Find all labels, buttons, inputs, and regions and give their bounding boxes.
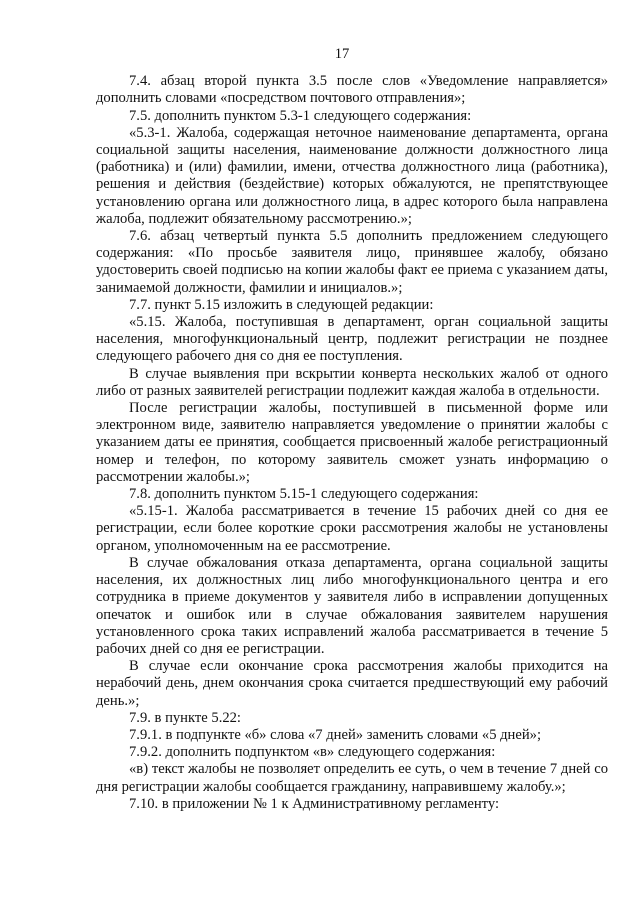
paragraph-5-15-envelope: В случае выявления при вскрытии конверта нескольких жалоб от одного либо от разных заявителей регистрации подлежит каждая жалоба в отдельности.: [96, 365, 608, 399]
paragraph-7-9: 7.9. в пункте 5.22:: [129, 709, 241, 726]
page-number: 17: [334, 46, 350, 62]
paragraph-5-15-notification: После регистрации жалобы, поступившей в письменной форме или электронном виде, заявителю направляется уведомление о принятии жалобы с указанием даты ее принятия, сообщается присвоенный жалобе регистрационный номер и телефон, по которому заявитель сможет узнать информацию о рассмотрении жалобы.»;: [96, 400, 608, 485]
paragraph-7-7: 7.7. пункт 5.15 изложить в следующей редакции:: [129, 296, 434, 313]
paragraph-7-9-2: 7.9.2. дополнить подпунктом «в» следующего содержания:: [129, 744, 496, 761]
paragraph-7-5: 7.5. дополнить пунктом 5.3-1 следующего содержания:: [129, 107, 472, 124]
paragraph-5-15-1-refusal: В случае обжалования отказа департамента, органа социальной защиты населения, их должностных лиц либо многофункционального центра и его сотрудника в приеме документов у заявителя либо в исправлении допущенных опечаток и ошибок или в случае обжалования заявителем нарушения установленного срока таких исправлений жалоба рассматривается в течение 5 рабочих дней со дня ее регистрации.: [96, 554, 608, 657]
paragraph-7-10: 7.10. в приложении № 1 к Административному регламенту:: [129, 795, 500, 812]
paragraph-7-8: 7.8. дополнить пунктом 5.15-1 следующего содержания:: [129, 486, 479, 503]
paragraph-5-15-1-nonworking-day: В случае если окончание срока рассмотрения жалобы приходится на нерабочий день, днем окончания срока считается предшествующий ему рабочий день.»;: [96, 658, 608, 709]
paragraph-5-3-1: «5.3-1. Жалоба, содержащая неточное наименование департамента, органа социальной защиты населения, наименование должности должностного лица (работника) и (или) фамилии, имени, отчества должностного лица (работника), решения и действия (бездействие) которых обжалуются, не препятствующее установлению органа или должностного лица, в адрес которого была направлена жалоба, подлежит обязательному рассмотрению.»;: [96, 124, 608, 227]
paragraph-5-15-1: «5.15-1. Жалоба рассматривается в течение 15 рабочих дней со дня ее регистрации, если более короткие сроки рассмотрения жалобы не установлены органом, уполномоченным на ее рассмотрение.: [96, 503, 608, 554]
paragraph-7-9-1: 7.9.1. в подпункте «б» слова «7 дней» заменить словами «5 дней»;: [129, 726, 542, 743]
paragraph-7-4: 7.4. абзац второй пункта 3.5 после слов «Уведомление направляется» дополнить словами «посредством почтового отправления»;: [96, 73, 608, 107]
paragraph-5-15: «5.15. Жалоба, поступившая в департамент, орган социальной защиты населения, многофункциональный центр, подлежит регистрации не позднее следующего рабочего дня со дня ее поступления.: [96, 314, 608, 365]
paragraph-7-6: 7.6. абзац четвертый пункта 5.5 дополнить предложением следующего содержания: «По просьбе заявителя лицо, принявшее жалобу, обязано удостоверить своей подписью на копии жалобы факт ее приема с указанием даты, занимаемой должности, фамилии и инициалов.»;: [96, 228, 608, 296]
paragraph-subitem-v: «в) текст жалобы не позволяет определить ее суть, о чем в течение 7 дней со дня регистрации жалобы сообщается гражданину, направившему жалобу.»;: [96, 761, 608, 795]
